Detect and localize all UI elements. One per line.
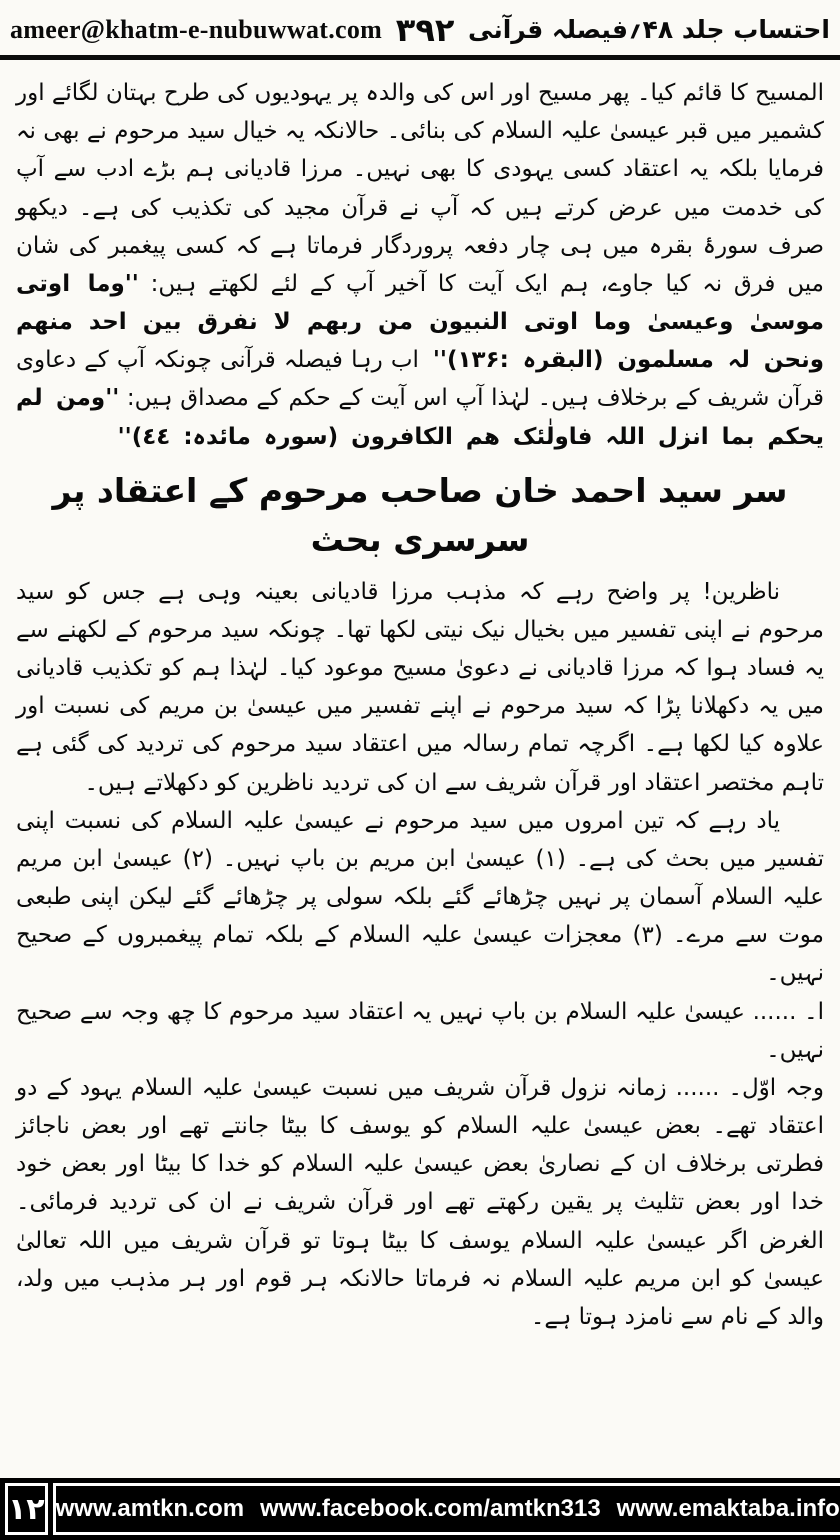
paragraph	[16, 74, 824, 456]
footer-links	[53, 1483, 840, 1535]
body-text	[0, 60, 840, 1336]
page-header	[0, 0, 840, 60]
page-number-bottom: ۱۲	[5, 1483, 48, 1535]
paragraph	[16, 573, 824, 802]
urdu-text: وجہ اوّل۔ ...... زمانہ نزول قرآن شریف میں نسبت عیسیٰ علیہ السلام یہود کے دو اعتقاد تھے۔ بعض عیسیٰ علیہ السلام کو یوسف کا بیٹا جانتے تھے اور بعض ناجائز فطرتی برخلاف ان کے نصاریٰ بعض عیسیٰ علیہ السلام کو خدا کا بیٹا اور بعض خود خدا اور بعض تثلیث پر یقین رکھتے تھے اور قرآن شریف نے ان کی تردید فرمائی۔ الغرض اگر عیسیٰ علیہ السلام یوسف کا بیٹا ہوتا تو قرآن شریف میں اللہ تعالیٰ عیسیٰ کو ابن مریم علیہ السلام نہ فرماتا حالانکہ ہر قوم اور ہر مذہب میں ولد، والد کے نام سے نامزد ہوتا ہے۔	[16, 1074, 824, 1330]
paragraph	[16, 993, 824, 1069]
page-footer	[0, 1478, 840, 1540]
urdu-text: ناظرین! پر واضح رہے کہ مذہب مرزا قادیانی بعینہ وہی ہے جس کو سید مرحوم نے اپنی تفسیر میں بخیال نیک نیتی لکھا تھا۔ چونکہ سید مرحوم کے لکھنے سے یہ فساد ہوا کہ مرزا قادیانی نے دعویٰ مسیح موعود کیا۔ لہٰذا ہم کو تکذیب قادیانی میں یہ دکھلانا پڑا کہ سید مرحوم نے اپنے تفسیر میں عیسیٰ بن مریم کی نسبت اور علاوہ کیا لکھا ہے۔ اگرچہ تمام رسالہ میں اعتقاد سید مرحوم کی تردید کی گئی ہے تاہم مختصر اعتقاد اور قرآن شریف سے ان کی تردید ناظرین کو دکھلاتے ہیں۔	[16, 578, 824, 796]
footer-link: www.emaktaba.info	[616, 1495, 840, 1522]
section-heading: سر سید احمد خان صاحب مرحوم کے اعتقاد پر سرسری بحث	[52, 470, 788, 560]
paragraph	[16, 1069, 824, 1336]
contact-email: ameer@khatm-e-nubuwwat.com	[10, 14, 383, 44]
arabic-quote: ''وما اوتی موسیٰ وعیسیٰ وما اوتی النبیون من ربھم لا نفرق بین احد منھم ونحن لہ مسلمون (البقرہ :۱۳۶)''	[16, 270, 824, 374]
paragraph	[16, 802, 824, 993]
urdu-text: المسیح کا قائم کیا۔ پھر مسیح اور اس کی والدہ پر یہودیوں کی طرح بہتان لگائے اور کشمیر میں قبر عیسیٰ علیہ السلام کی بنائی۔ حالانکہ یہ خیال سید مرحوم نے بھی نہ فرمایا بلکہ یہ اعتقاد کسی یہودی کا بھی نہیں۔ مرزا قادیانی ہم بڑے ادب سے آپ کی خدمت میں عرض کرتے ہیں کہ آپ نے قرآن مجید کی تکذیب کی ہے۔ دیکھو صرف سورۂ بقرہ میں ہی چار دفعہ پروردگار فرماتا ہے کہ کسی پیغمبر کی شان میں فرق نہ کیا جاوے، ہم ایک آیت کا آخیر آپ کے لئے لکھتے ہیں:	[16, 80, 824, 297]
footer-link: www.facebook.com/amtkn313	[260, 1495, 601, 1522]
arabic-quote: ''ومن لم یحکم بما انزل اللہ فاولٰئک ھم الکافرون (سورہ مائدہ: ٤٤)''	[16, 385, 824, 450]
book-title: احتساب جلد ۴۸؍فیصلہ قرآنی	[468, 15, 830, 44]
urdu-text: ا۔ ...... عیسیٰ علیہ السلام بن باپ نہیں یہ اعتقاد سید مرحوم کا چھ وجہ سے صحیح نہیں۔	[16, 998, 824, 1063]
urdu-text: اب رہا فیصلہ قرآنی چونکہ آپ کے دعاوی قرآن شریف کے برخلاف ہیں۔ لہٰذا آپ اس آیت کے حکم کے مصداق ہیں:	[16, 347, 824, 412]
page-number-top: ۳۹۲	[395, 10, 455, 49]
urdu-text: یاد رہے کہ تین امروں میں سید مرحوم نے عیسیٰ علیہ السلام کی نسبت اپنی تفسیر میں بحث کی ہے۔ (۱) عیسیٰ ابن مریم بن باپ نہیں۔ (۲) عیسیٰ ابن مریم علیہ السلام آسمان پر نہیں چڑھائے گئے بلکہ سولی پر چڑھائے گئے لیکن اپنی طبعی موت سے مرے۔ (۳) معجزات عیسیٰ علیہ السلام کے بلکہ تمام پیغمبروں کے صحیح نہیں۔	[16, 807, 824, 987]
footer-link: www.amtkn.com	[55, 1495, 245, 1522]
